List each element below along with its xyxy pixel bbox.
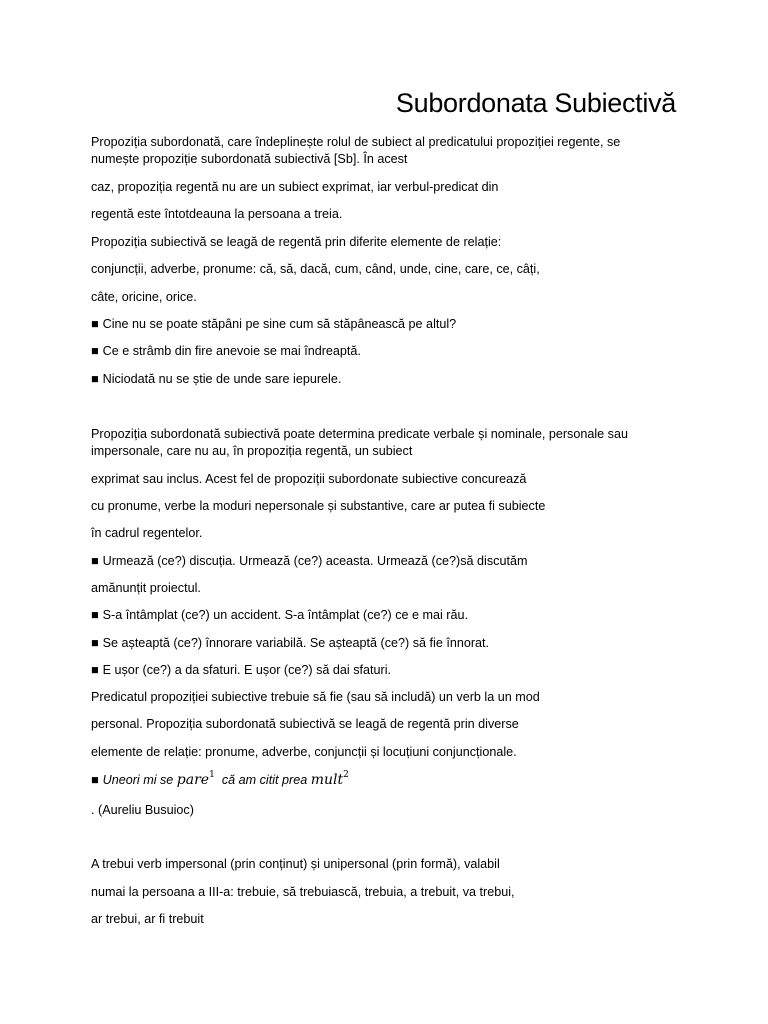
text-line: în cadrul regentelor.	[91, 526, 203, 540]
quote-line	[91, 770, 349, 788]
text-line: Propoziția subiectivă se leagă de regentă prin diferite elemente de relație:	[91, 235, 502, 249]
quote-part: că am citit prea	[221, 773, 308, 787]
example-text: Cine nu se poate stăpâni pe sine cum să stăpânească pe altul?	[102, 317, 457, 331]
bullet-icon: ■	[91, 317, 99, 331]
footnote-mark: 1	[209, 770, 215, 780]
bullet-icon: ■	[91, 554, 99, 568]
text-line: personal. Propoziția subordonată subiectivă se leagă de regentă prin diverse	[91, 717, 519, 731]
bullet-icon: ■	[91, 773, 99, 787]
bullet-icon: ■	[91, 663, 99, 677]
text-line: conjuncții, adverbe, pronume: că, să, dacă, cum, când, unde, cine, care, ce, câți,	[91, 262, 540, 276]
bullet-icon: ■	[91, 636, 99, 650]
text-line: numai la persoana a III-a: trebuie, să trebuiască, trebuia, a trebuit, va trebui,	[91, 885, 515, 899]
text-line: exprimat sau inclus. Acest fel de propoziții subordonate subiective concurează	[91, 472, 527, 486]
bullet-icon: ■	[91, 608, 99, 622]
example-text: Ce e strâmb din fire anevoie se mai îndreaptă.	[102, 344, 361, 358]
text-line: Propoziția subordonată subiectivă poate determina predicate verbale și nominale, personale sau	[91, 427, 628, 441]
text-line: câte, oricine, orice.	[91, 290, 197, 304]
text-line: A trebui verb impersonal (prin conținut) și unipersonal (prin formă), valabil	[91, 857, 500, 871]
text-line: caz, propoziția regentă nu are un subiect exprimat, iar verbul-predicat din	[91, 180, 499, 194]
text-line: amănunțit proiectul.	[91, 581, 201, 595]
example-text: Urmează (ce?) discuția. Urmează (ce?) aceasta. Urmează (ce?)să discutăm	[102, 554, 528, 568]
example-text: Niciodată nu se știe de unde sare iepurele.	[102, 372, 342, 386]
example-line	[91, 662, 391, 678]
example-line	[91, 553, 527, 569]
example-line	[91, 607, 468, 623]
example-text: E ușor (ce?) a da sfaturi. E ușor (ce?) să dai sfaturi.	[102, 663, 391, 677]
example-line	[91, 635, 489, 651]
text-line: ar trebui, ar fi trebuit	[91, 912, 204, 926]
footnote-mark: 2	[343, 770, 349, 780]
text-line: cu pronume, verbe la moduri nepersonale și substantive, care ar putea fi subiecte	[91, 499, 546, 513]
text-line: impersonale, care nu au, în propoziția regentă, un subiect	[91, 444, 413, 458]
example-line	[91, 316, 456, 332]
document-title: Subordonata Subiectivă	[395, 88, 676, 118]
example-line	[91, 371, 341, 387]
example-line	[91, 343, 361, 359]
example-text: Se așteaptă (ce?) înnorare variabilă. Se așteaptă (ce?) să fie înnorat.	[102, 636, 490, 650]
text-line: Predicatul propoziției subiectivе trebuie să fie (sau să includă) un verb la un mod	[91, 690, 540, 704]
attribution: . (Aureliu Busuioc)	[91, 803, 194, 817]
example-text: S-a întâmplat (ce?) un accident. S-a întâmplat (ce?) ce e mai rău.	[102, 608, 468, 622]
quote-word: pare	[176, 772, 210, 788]
text-line: Propoziția subordonată, care îndeplinește rolul de subiect al predicatului propoziției regente, se	[91, 135, 621, 149]
text-line: numește propoziție subordonată subiectivă [Sb]. În acest	[91, 152, 408, 166]
quote-part: Uneori mi se	[102, 773, 174, 787]
bullet-icon: ■	[91, 372, 99, 386]
text-line: elemente de relație: pronume, adverbe, conjuncții și locuțiuni conjuncționale.	[91, 745, 517, 759]
quote-word: mult	[310, 772, 344, 788]
bullet-icon: ■	[91, 344, 99, 358]
text-line: regentă este întotdeauna la persoana a treia.	[91, 207, 343, 221]
